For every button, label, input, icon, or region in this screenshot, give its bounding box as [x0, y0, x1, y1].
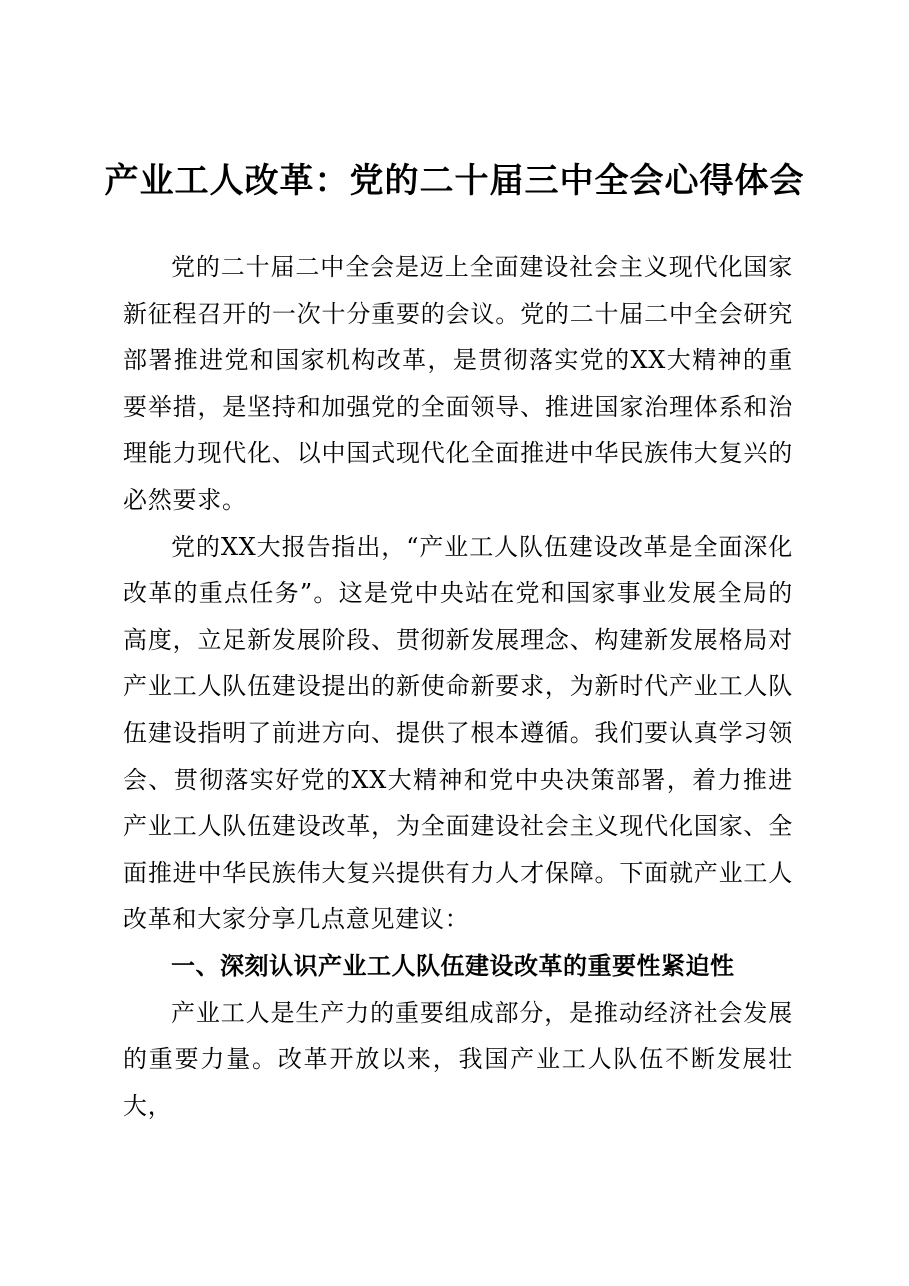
paragraph-2: 党的XX大报告指出，“产业工人队伍建设改革是全面深化改革的重点任务”。这是党中央站在党和国家事业发展全局的高度，立足新发展阶段、贯彻新发展理念、构建新发展格局对产业工人队伍建设提出的新使命新要求，为新时代产业工人队伍建设指明了前进方向、提供了根本遵循。我们要认真学习领会、贯彻落实好党的XX大精神和党中央决策部署，着力推进产业工人队伍建设改革，为全面建设社会主义现代化国家、全面推进中华民族伟大复兴提供有力人才保障。下面就产业工人改革和大家分享几点意见建议： [123, 532, 793, 934]
paragraph-1: 党的二十届二中全会是迈上全面建设社会主义现代化国家新征程召开的一次十分重要的会议。党的二十届二中全会研究部署推进党和国家机构改革，是贯彻落实党的XX大精神的重要举措，是坚持和加强党的全面领导、推进国家治理体系和治理能力现代化、以中国式现代化全面推进中华民族伟大复兴的必然要求。 [123, 253, 793, 514]
section-heading-1: 一、深刻认识产业工人队伍建设改革的重要性紧迫性 [171, 951, 735, 980]
paragraph-3: 产业工人是生产力的重要组成部分，是推动经济社会发展的重要力量。改革开放以来，我国产业工人队伍不断发展壮大， [123, 998, 793, 1120]
document-title: 产业工人改革：党的二十届三中全会心得体会 [104, 161, 805, 201]
document-body [123, 244, 793, 1129]
